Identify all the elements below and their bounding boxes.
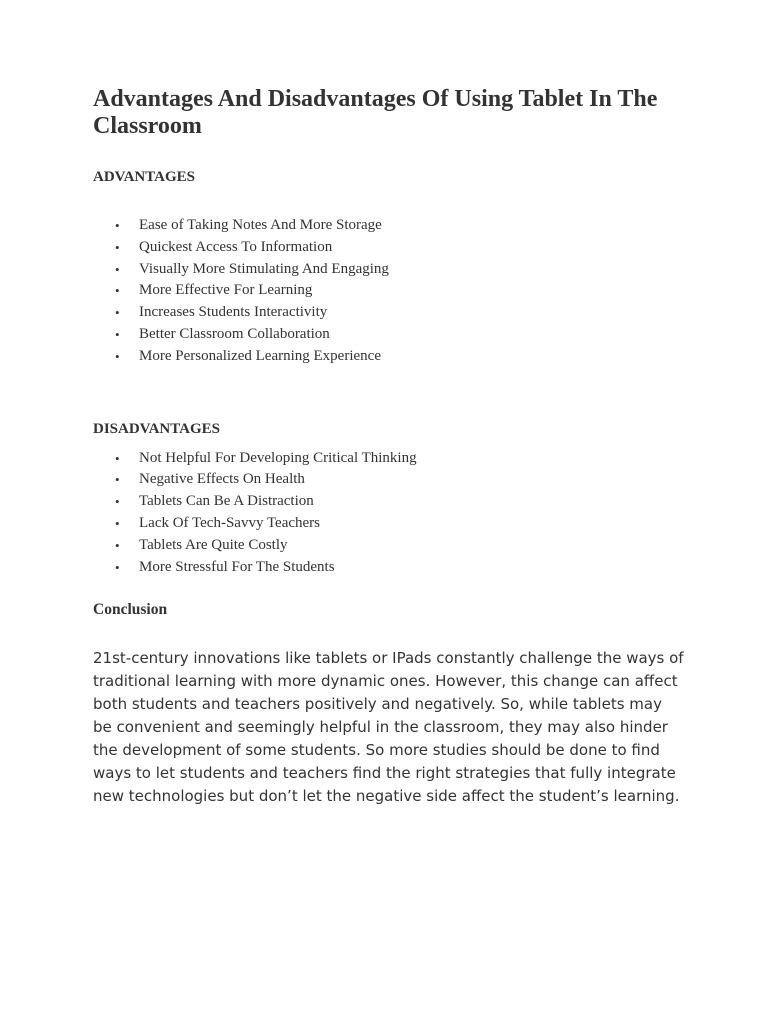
list-item <box>93 557 683 579</box>
bullet-icon: • <box>115 450 120 466</box>
bullet-icon: • <box>115 348 120 364</box>
list-item-text: Visually More Stimulating And Engaging <box>139 260 389 277</box>
list-item-text: Tablets Are Quite Costly <box>139 536 288 553</box>
list-item-text: Not Helpful For Developing Critical Thinking <box>139 449 417 466</box>
disadvantages-heading: DISADVANTAGES <box>93 420 220 437</box>
list-item-text: Lack Of Tech-Savvy Teachers <box>139 514 321 531</box>
list-item <box>93 469 683 491</box>
page-title: Advantages And Disadvantages Of Using Tablet In The Classroom <box>93 86 658 139</box>
list-item-text: More Personalized Learning Experience <box>139 347 381 364</box>
advantages-heading: ADVANTAGES <box>93 169 195 185</box>
disadvantages-list <box>93 448 683 579</box>
bullet-icon: • <box>115 218 120 233</box>
list-item <box>93 280 683 302</box>
list-item <box>93 259 683 281</box>
list-item-text: Better Classroom Collaboration <box>139 325 330 342</box>
list-item-text: More Effective For Learning <box>139 282 313 299</box>
bullet-icon: • <box>115 283 120 299</box>
bullet-icon: • <box>115 261 120 277</box>
list-item <box>93 535 683 557</box>
list-item-text: More Stressful For The Students <box>139 558 335 575</box>
bullet-icon: • <box>115 494 120 510</box>
list-item-text: Ease of Taking Notes And More Storage <box>139 217 382 233</box>
bullet-icon: • <box>115 559 120 575</box>
bullet-icon: • <box>115 472 120 488</box>
advantages-list <box>93 215 683 368</box>
list-item-text: Tablets Can Be A Distraction <box>139 493 314 510</box>
list-item-text: Increases Students Interactivity <box>139 304 328 321</box>
conclusion-heading: Conclusion <box>93 601 168 619</box>
list-item <box>93 215 683 237</box>
conclusion-paragraph: 21st-century innovations like tablets or IPads constantly challenge the ways of traditional learning with more dynamic ones. However, this change can affect both students and teachers positively and negatively. So, while tablets may be convenient and seemingly helpful in the classroom, they may also hinder the development of some students. So more studies should be done to find ways to let students and teachers find the right strategies that fully integrate new technologies but don’t let the negative side affect the student’s learning. <box>93 649 684 805</box>
bullet-icon: • <box>115 239 120 255</box>
list-item <box>93 513 683 535</box>
list-item-text: Negative Effects On Health <box>139 471 305 488</box>
list-item <box>93 237 683 259</box>
list-item <box>93 346 683 368</box>
list-item <box>93 491 683 513</box>
list-item-text: Quickest Access To Information <box>139 238 333 255</box>
list-item <box>93 302 683 324</box>
list-item <box>93 448 683 470</box>
bullet-icon: • <box>115 326 120 342</box>
list-item <box>93 324 683 346</box>
bullet-icon: • <box>115 305 120 321</box>
document-page <box>93 86 683 808</box>
bullet-icon: • <box>115 515 120 531</box>
bullet-icon: • <box>115 537 120 553</box>
